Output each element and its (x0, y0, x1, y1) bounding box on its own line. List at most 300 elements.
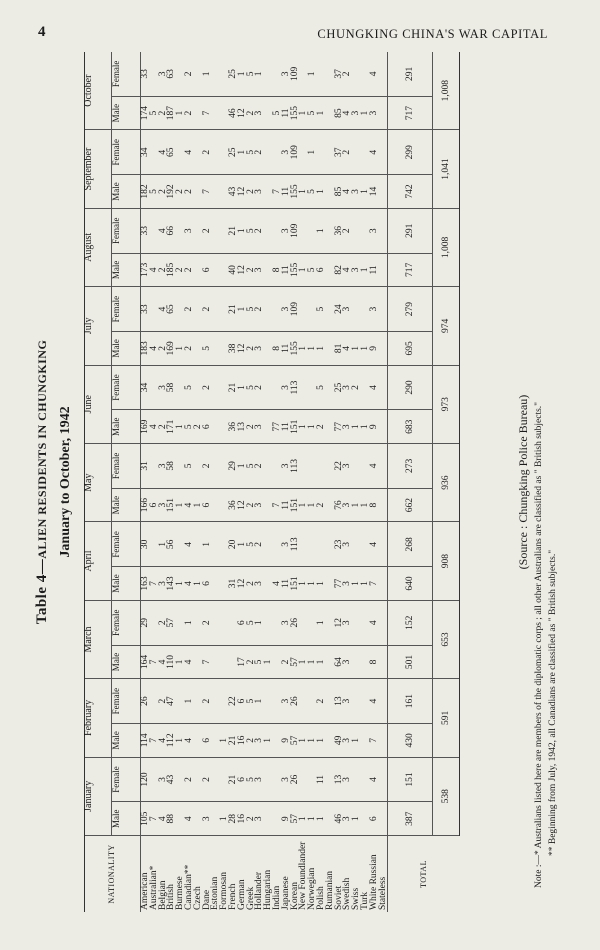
count-cell: 3 (342, 541, 353, 547)
female-count-column (141, 443, 388, 488)
male-header: Male (112, 410, 141, 444)
female-count-column (141, 365, 388, 410)
count-cell: 2 (245, 110, 256, 116)
male-header: Male (112, 175, 141, 209)
count-cell (264, 524, 273, 564)
count-cell: 5 (315, 306, 326, 312)
count-cell: 12 (236, 108, 247, 118)
female-count-column (141, 208, 388, 253)
count-cell: 20 (227, 539, 238, 550)
count-cell (317, 446, 326, 486)
count-cell: 4 (368, 698, 379, 704)
count-cell: 173 (140, 262, 150, 278)
count-cell: 2 (245, 581, 256, 586)
count-cell (211, 681, 220, 721)
count-cell: 43 (166, 774, 177, 785)
total-female: 291 (388, 52, 433, 96)
month-header: October (85, 52, 112, 130)
count-cell: 7 (148, 816, 159, 822)
count-cell: 2 (201, 463, 212, 469)
count-cell: 143 (166, 576, 177, 591)
count-cell: 3 (254, 345, 265, 351)
count-cell: 21 (227, 735, 238, 746)
count-cell: 2 (183, 345, 194, 351)
count-cell: 9 (368, 424, 379, 430)
count-cell: 57 (289, 657, 300, 667)
count-cell: 113 (289, 537, 300, 552)
count-cell (264, 54, 273, 94)
count-cell: 4 (368, 541, 379, 547)
source-line: (Source : Chungking Police Bureau) (516, 394, 530, 570)
count-cell: 2 (157, 110, 168, 116)
count-cell: 2 (201, 149, 212, 155)
count-cell: 182 (140, 184, 150, 199)
count-cell: 5 (307, 267, 318, 273)
male-header: Male (112, 802, 141, 836)
count-cell: 1 (219, 816, 230, 822)
month-header: September (85, 130, 112, 208)
count-cell: 4 (183, 581, 194, 586)
count-cell (317, 524, 326, 564)
count-cell: 1 (298, 267, 309, 273)
nationality-label: Hollander (254, 872, 265, 910)
count-cell (379, 412, 388, 441)
count-cell: 2 (245, 502, 256, 508)
count-cell (299, 681, 308, 721)
total-male: 742 (388, 175, 433, 209)
female-header: Female (112, 757, 141, 802)
count-cell: 1 (236, 306, 247, 312)
female-header: Female (112, 522, 141, 567)
nationality-label: Indian (271, 885, 282, 910)
count-cell: 3 (157, 463, 168, 469)
count-cell: 3 (254, 424, 265, 430)
count-cell: 5 (148, 110, 159, 116)
count-cell: 2 (315, 424, 326, 430)
count-cell: 21 (227, 774, 238, 785)
count-cell: 7 (148, 659, 159, 665)
count-cell: 1 (298, 659, 309, 665)
male-count-column (141, 645, 388, 679)
count-cell: 2 (183, 267, 194, 273)
count-cell: 1 (175, 345, 186, 351)
count-cell: 1 (315, 737, 326, 743)
count-cell: 3 (342, 502, 353, 508)
count-cell: 1 (359, 502, 370, 508)
count-cell (220, 648, 229, 677)
count-cell: 2 (254, 228, 265, 234)
count-cell: 151 (166, 498, 177, 513)
count-cell: 6 (315, 267, 326, 273)
count-cell: 1 (315, 581, 326, 586)
female-header: Female (112, 365, 141, 410)
count-cell: 2 (201, 620, 212, 626)
count-cell: 1 (175, 659, 186, 665)
nationality-label: Czech (192, 886, 203, 910)
count-cell: 2 (245, 659, 256, 665)
count-cell: 3 (254, 816, 265, 822)
total-label: TOTAL (388, 836, 460, 913)
count-cell (379, 54, 388, 94)
count-cell: 3 (157, 385, 168, 390)
count-cell (379, 368, 388, 408)
count-cell: 3 (280, 71, 291, 77)
count-cell: 3 (280, 620, 291, 626)
female-count-column (141, 600, 388, 645)
count-cell: 38 (227, 343, 238, 354)
count-cell (211, 648, 220, 677)
count-cell (379, 446, 388, 486)
count-cell: 1 (359, 581, 370, 586)
count-cell: 1 (359, 345, 370, 351)
count-cell: 4 (183, 737, 194, 743)
count-cell: 36 (227, 421, 238, 432)
count-cell: 1 (298, 737, 309, 743)
count-cell: 171 (166, 419, 177, 434)
nationality-label: Polish (315, 886, 326, 910)
female-header: Female (112, 443, 141, 488)
count-cell: 1 (298, 581, 309, 586)
count-cell: 57 (289, 735, 300, 746)
count-cell: 1 (175, 737, 186, 743)
nationality-label: German (236, 879, 247, 910)
count-cell: 1 (175, 581, 186, 586)
count-cell: 31 (140, 461, 150, 471)
count-cell: 4 (183, 816, 194, 822)
count-cell: 4 (342, 110, 353, 116)
count-cell: 23 (333, 539, 344, 550)
count-cell: 3 (254, 267, 265, 273)
count-cell: 58 (166, 461, 177, 471)
grand-total: 936 (433, 443, 460, 521)
count-cell: 3 (351, 267, 362, 273)
count-cell (220, 603, 229, 643)
count-cell: 3 (368, 110, 379, 116)
count-cell: 1 (307, 659, 318, 665)
count-cell: 4 (368, 149, 379, 155)
count-cell (211, 412, 220, 441)
count-cell: 174 (140, 105, 150, 121)
count-cell: 109 (289, 223, 300, 238)
male-header: Male (112, 567, 141, 601)
count-cell: 11 (368, 265, 379, 275)
count-cell: 31 (227, 578, 238, 589)
count-cell: 2 (245, 345, 256, 351)
count-cell: 1 (315, 345, 326, 351)
count-cell: 33 (140, 304, 150, 314)
count-cell: 6 (368, 816, 379, 822)
grand-totals-row (433, 52, 460, 912)
count-cell: 155 (289, 341, 300, 356)
count-cell: 5 (254, 659, 265, 665)
count-cell: 1 (192, 502, 203, 508)
totals-row (388, 52, 433, 912)
count-cell: 2 (201, 698, 212, 704)
nationality-label: Canadian** (183, 864, 194, 910)
count-cell: 11 (280, 186, 291, 197)
count-cell: 11 (315, 774, 326, 785)
count-cell: 3 (183, 228, 194, 234)
male-header: Male (112, 488, 141, 522)
count-cell: 1 (307, 71, 318, 77)
count-cell: 2 (157, 620, 168, 626)
male-header: Male (112, 332, 141, 366)
count-cell: 1 (359, 189, 370, 194)
count-cell: 2 (183, 189, 194, 194)
count-cell: 2 (175, 189, 186, 194)
count-cell: 2 (157, 189, 168, 194)
nationality-label: New Foundlander (298, 841, 309, 910)
total-male: 640 (388, 567, 433, 601)
count-cell: 1 (298, 110, 309, 116)
total-female: 299 (388, 130, 433, 175)
count-cell: 4 (157, 228, 168, 234)
count-cell: 2 (157, 267, 168, 273)
count-cell (211, 99, 220, 128)
count-cell: 3 (157, 71, 168, 77)
count-cell: 4 (342, 345, 353, 351)
count-cell: 4 (157, 659, 168, 665)
count-cell: 25 (227, 69, 238, 79)
count-cell: 11 (280, 343, 291, 353)
month-header: May (85, 443, 112, 521)
total-male: 683 (388, 410, 433, 444)
count-cell (264, 211, 273, 251)
count-cell: 2 (315, 502, 326, 508)
count-cell: 1 (351, 502, 362, 508)
nationality-header: NATIONALITY (85, 836, 141, 913)
count-cell (379, 524, 388, 564)
count-cell: 36 (227, 500, 238, 510)
count-cell (308, 446, 317, 486)
count-cell: 1 (236, 385, 247, 390)
count-cell (352, 132, 361, 172)
count-cell: 109 (289, 301, 300, 317)
count-cell (211, 569, 220, 598)
count-cell (379, 760, 388, 800)
count-cell: 4 (368, 777, 379, 782)
count-cell: 1 (298, 345, 309, 351)
count-cell: 1 (315, 659, 326, 665)
count-cell (379, 491, 388, 520)
nationality-label: Norwegian (307, 867, 318, 910)
count-cell: 25 (227, 147, 238, 158)
count-cell: 4 (183, 541, 194, 547)
count-cell: 3 (368, 306, 379, 312)
count-cell: 1 (307, 345, 318, 351)
count-cell: 57 (166, 617, 177, 628)
count-cell: 1 (298, 816, 309, 822)
count-cell: 1 (315, 620, 326, 626)
count-cell: 3 (157, 777, 168, 782)
male-header: Male (112, 724, 141, 758)
count-cell: 1 (351, 816, 362, 822)
total-male: 662 (388, 488, 433, 522)
count-cell: 49 (333, 735, 344, 746)
count-cell: 1 (359, 267, 370, 273)
nationality-label: American (140, 872, 150, 910)
nationality-label: Swedish (342, 877, 353, 910)
count-cell: 4 (157, 816, 168, 822)
count-cell: 1 (219, 737, 230, 743)
count-cell: 7 (201, 659, 212, 665)
count-cell: 5 (245, 71, 256, 77)
count-cell: 5 (245, 620, 256, 626)
count-cell: 185 (166, 262, 177, 278)
count-cell: 1 (307, 581, 318, 586)
count-cell (211, 289, 220, 329)
count-cell (264, 603, 273, 643)
count-cell: 7 (148, 581, 159, 586)
total-female: 161 (388, 679, 433, 724)
count-cell: 26 (289, 617, 300, 628)
nationality-label: Swiss (351, 887, 362, 910)
count-cell: 3 (280, 463, 291, 469)
total-female: 290 (388, 365, 433, 410)
count-cell: 5 (245, 385, 256, 390)
count-cell: 4 (183, 149, 194, 155)
count-cell: 113 (289, 380, 300, 395)
count-cell: 1 (183, 698, 194, 704)
count-cell: 13 (236, 421, 247, 432)
count-cell (379, 256, 388, 285)
count-cell (352, 524, 361, 564)
count-cell: 40 (227, 265, 238, 275)
count-cell: 11 (280, 265, 291, 275)
count-cell: 85 (333, 186, 344, 197)
count-cell: 3 (280, 306, 291, 312)
count-cell: 2 (245, 816, 256, 822)
count-cell: 3 (280, 777, 291, 782)
count-cell: 43 (227, 186, 238, 197)
count-cell: 1 (307, 502, 318, 508)
count-cell: 109 (289, 145, 300, 160)
count-cell: 4 (157, 149, 168, 155)
count-cell: 12 (236, 265, 247, 275)
count-cell: 1 (175, 110, 186, 116)
nationality-label: Estonian (210, 876, 221, 910)
count-cell: 1 (201, 541, 212, 547)
count-cell: 192 (166, 184, 177, 199)
count-cell: 155 (289, 184, 300, 199)
grand-total: 908 (433, 522, 460, 600)
nationality-label: White Russian (368, 854, 379, 910)
count-cell (211, 491, 220, 520)
count-cell: 22 (227, 696, 238, 706)
count-cell: 5 (183, 463, 194, 469)
footnote-1: Note :—* Australians listed here are members of the diplomatic corps ; all other Australians are classified as " British subjects." (534, 401, 544, 888)
count-cell (264, 805, 273, 834)
count-cell: 9 (280, 816, 291, 822)
nationality-label: Japanese (280, 876, 291, 910)
count-cell: 77 (333, 578, 344, 589)
count-cell: 2 (342, 149, 353, 155)
count-cell: 2 (351, 385, 362, 390)
count-cell: 166 (140, 498, 150, 513)
count-cell: 4 (183, 659, 194, 665)
count-cell: 183 (140, 341, 150, 356)
grand-total: 653 (433, 600, 460, 678)
count-cell (264, 132, 273, 172)
count-cell: 151 (289, 498, 300, 513)
count-cell: 85 (333, 108, 344, 118)
count-cell: 6 (201, 737, 212, 743)
count-cell: 33 (140, 225, 150, 236)
count-cell (379, 289, 388, 329)
count-cell: 3 (351, 110, 362, 116)
count-cell: 2 (201, 777, 212, 782)
count-cell: 2 (245, 737, 256, 743)
count-cell (299, 524, 308, 564)
count-cell: 5 (201, 345, 212, 351)
count-cell: 7 (271, 189, 282, 194)
male-count-column (141, 488, 388, 522)
male-count-column (141, 175, 388, 209)
nationality-label: Soviet (333, 885, 344, 910)
count-cell (211, 177, 220, 206)
total-female: 152 (388, 600, 433, 645)
count-cell: 81 (333, 343, 344, 354)
count-cell (264, 368, 273, 408)
count-cell: 4 (148, 424, 159, 430)
count-cell (211, 368, 220, 408)
count-cell (352, 648, 361, 677)
count-cell: 1 (175, 424, 186, 430)
count-cell: 3 (201, 816, 212, 822)
count-cell: 3 (342, 385, 353, 390)
count-cell: 76 (333, 500, 344, 510)
month-header: August (85, 208, 112, 286)
count-cell: 4 (183, 502, 194, 508)
male-header: Male (112, 96, 141, 130)
page-number: 4 (38, 24, 46, 40)
female-header: Female (112, 287, 141, 332)
count-cell: 5 (148, 189, 159, 194)
month-header: January (85, 757, 112, 835)
count-cell (317, 54, 326, 94)
count-cell: 12 (236, 578, 247, 589)
count-cell: 3 (342, 306, 353, 312)
count-cell: 2 (183, 110, 194, 116)
female-count-column (141, 679, 388, 724)
count-cell (264, 681, 273, 721)
count-cell: 2 (254, 385, 265, 390)
total-male: 695 (388, 332, 433, 366)
count-cell: 1 (183, 620, 194, 626)
male-header: Male (112, 645, 141, 679)
count-cell: 155 (289, 105, 300, 121)
count-cell: 1 (307, 424, 318, 430)
nationality-label: Korean (289, 882, 300, 910)
count-cell (352, 446, 361, 486)
count-cell: 24 (333, 304, 344, 314)
count-cell: 2 (245, 189, 256, 194)
count-cell: 33 (140, 69, 150, 79)
count-cell: 3 (254, 110, 265, 116)
count-cell: 109 (289, 66, 300, 82)
count-cell: 22 (333, 461, 344, 471)
count-cell: 3 (280, 541, 291, 547)
count-cell: 65 (166, 147, 177, 158)
count-cell (379, 681, 388, 721)
count-cell: 3 (342, 698, 353, 704)
count-cell: 4 (157, 306, 168, 312)
count-cell: 5 (245, 463, 256, 469)
count-cell: 5 (183, 424, 194, 430)
nationality-label: Stateless (377, 876, 388, 910)
count-cell: 5 (307, 189, 318, 194)
count-cell: 2 (157, 698, 168, 704)
